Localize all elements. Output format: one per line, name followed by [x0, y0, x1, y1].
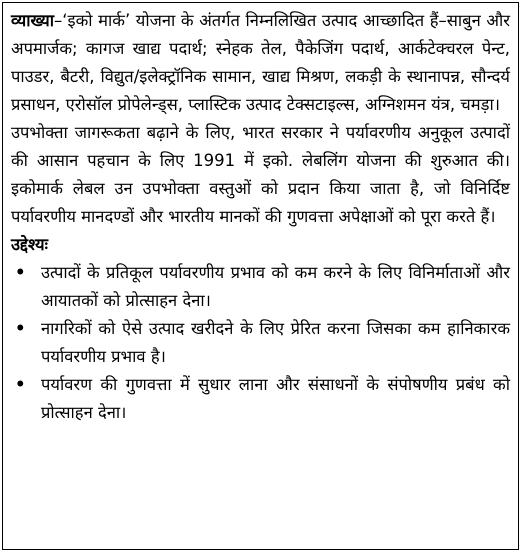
bullet-icon: • — [15, 375, 26, 394]
bullet-icon: • — [15, 319, 26, 338]
explanation-paragraph — [11, 7, 510, 119]
objective-text: नागरिकों को ऐसे उत्पाद खरीदने के लिए प्रेरित करना जिसका कम हानिकारक पर्यावरणीय प्रभाव है। — [41, 319, 510, 366]
eco-labelling-paragraph: उपभोक्ता जागरूकता बढ़ाने के लिए, भारत सरकार ने पर्यावरणीय अनुकूल उत्पादों की आसान पहचान के लिए 1991 में इको. लेबलिंग योजना की शुरुआत की। इकोमार्क लेबल उन उपभोक्ता वस्तुओं को प्रदान किया जाता है, जो विनिर्दिष्ट पर्यावरणीय मानदण्डों और भारतीय मानकों की गुणवत्ता अपेक्षाओं को पूरा करते हैं। — [11, 123, 510, 226]
document-page — [2, 2, 519, 550]
objective-text: पर्यावरण की गुणवत्ता में सुधार लाना और संसाधनों के संपोषणीय प्रबंध को प्रोत्साहन देना। — [41, 375, 510, 422]
objectives-list — [11, 259, 510, 427]
objective-item — [11, 315, 510, 371]
objective-text: उत्पादों के प्रतिकूल पर्यावरणीय प्रभाव को कम करने के लिए विनिर्माताओं और आयातकों को प्रोत्साहन देना। — [41, 263, 510, 310]
explanation-text: –‘इको मार्क’ योजना के अंतर्गत निम्नलिखित उत्पाद आच्छादित हैं–साबुन और अपमार्जक; कागज खाद्य पदार्थ; स्नेहक तेल, पैकेजिंग पदार्थ, आर्कटेक्चरल पेन्ट, पाउडर, बैटरी, विद्युत/इलेक्ट्रॉनिक सामान, खाद्य मिश्रण, लकड़ी के स्थानापन्न, सौन्दर्य प्रसाधन, एरोसॉल प्रोपेलेन्ड्स, प्लास्टिक उत्पाद टेक्सटाइल्स, अग्निशमन यंत्र, चमड़ा। — [11, 11, 510, 114]
page-cut-edge — [0, 551, 529, 555]
objectives-heading: उद्देश्यः — [11, 235, 48, 254]
objective-item — [11, 371, 510, 427]
explanation-label: व्याख्या — [11, 11, 54, 30]
bullet-icon: • — [15, 263, 26, 282]
objective-item — [11, 259, 510, 315]
